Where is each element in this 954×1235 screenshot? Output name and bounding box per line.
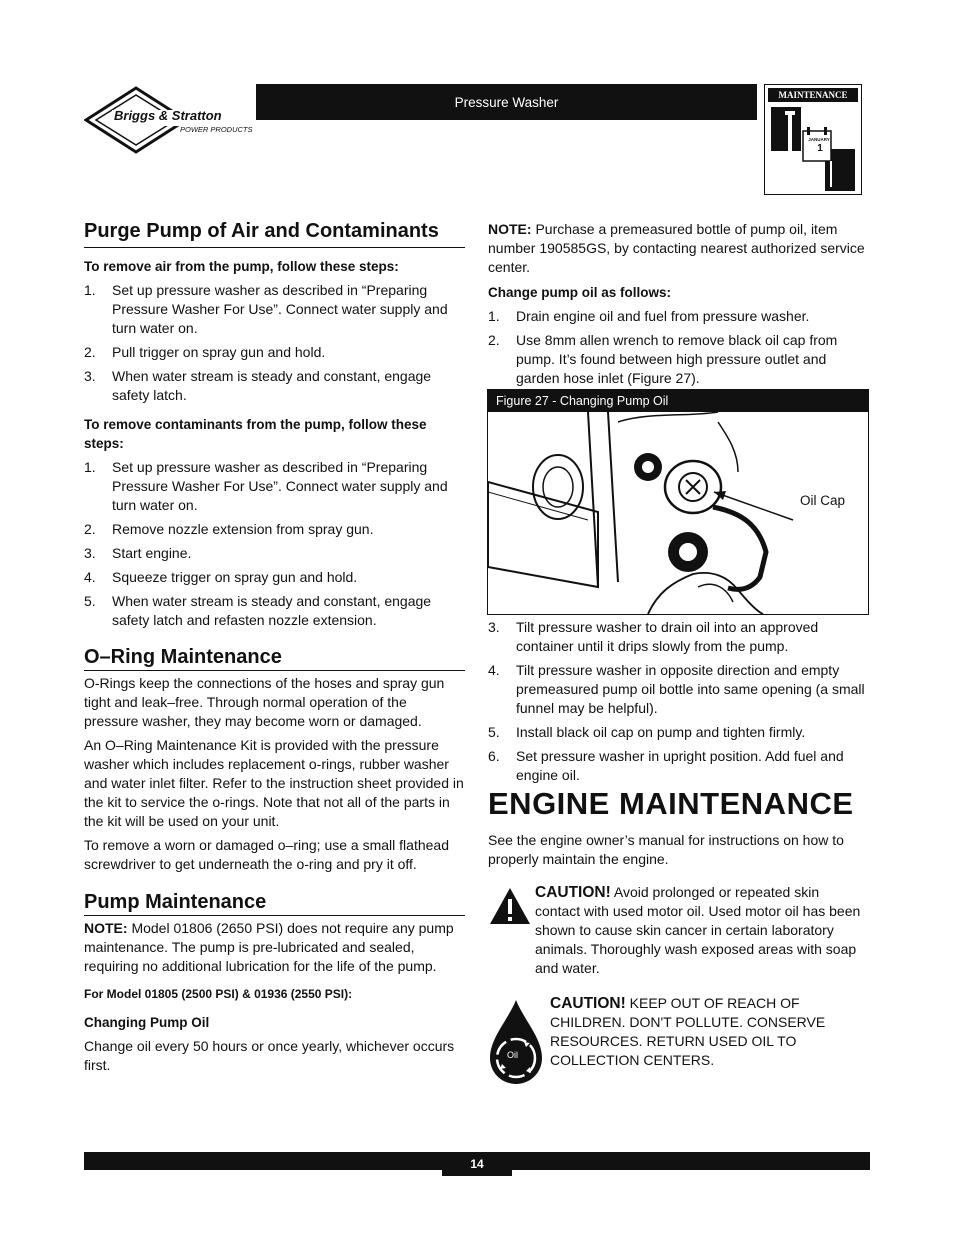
step-text: Install black oil cap on pump and tighten firmly. xyxy=(516,724,806,740)
engine-maintenance-heading: ENGINE MAINTENANCE xyxy=(488,786,854,821)
step-text: When water stream is steady and constant, engage safety latch. xyxy=(112,368,432,403)
right-column-bottom xyxy=(488,618,866,790)
caution-2-label: CAUTION! xyxy=(550,995,626,1012)
step-number: 3. xyxy=(84,545,96,561)
step-item xyxy=(84,458,465,515)
step-number: 5. xyxy=(488,724,500,740)
oil-recycle-icon xyxy=(488,998,544,1086)
pump-oil-illustration xyxy=(488,412,868,614)
brand-subtitle: POWER PRODUCTS xyxy=(180,125,253,134)
pump-note xyxy=(84,919,465,976)
step-text: Set pressure washer in upright position. Add fuel and engine oil. xyxy=(516,748,844,783)
engine-text-block xyxy=(488,831,866,874)
calendar-month: JANUARY xyxy=(808,137,830,142)
engine-text: See the engine owner’s manual for instructions on how to properly maintain the engine. xyxy=(488,832,844,867)
figure-27 xyxy=(487,389,869,615)
step-item xyxy=(488,331,866,388)
oring-paragraph-2: An O–Ring Maintenance Kit is provided with the pressure washer which includes replacement o-rings, rubber washer and water inlet filter. Refer to the instruction sheet provided in the kit to service the o-rings. Note that not all of the parts in the kit will be used on your unit. xyxy=(84,737,464,829)
figure-caption: Figure 27 - Changing Pump Oil xyxy=(488,390,868,412)
step-item xyxy=(84,367,465,405)
oring-heading-block xyxy=(84,646,465,671)
step-number: 6. xyxy=(488,748,500,764)
step-text: Set up pressure washer as described in “Preparing Pressure Washer For Use”. Connect water supply and turn water on. xyxy=(112,282,448,336)
change-oil-steps-a xyxy=(488,307,866,388)
right-column-top xyxy=(488,220,866,393)
warning-triangle-icon xyxy=(488,886,532,926)
step-number: 2. xyxy=(488,332,500,348)
header-title-bar xyxy=(256,84,757,120)
change-oil-heading: Change pump oil as follows: xyxy=(488,285,672,300)
step-item xyxy=(84,592,465,630)
step-item xyxy=(84,544,465,563)
caution-1 xyxy=(535,883,865,983)
step-text: Remove nozzle extension from spray gun. xyxy=(112,521,374,537)
step-item xyxy=(488,747,866,785)
step-item xyxy=(488,618,866,656)
step-text: Use 8mm allen wrench to remove black oil cap from pump. It’s found between high pressure outlet and garden hose inlet (Figure 27). xyxy=(516,332,838,386)
step-item xyxy=(84,343,465,362)
pump-heading: Pump Maintenance xyxy=(84,891,267,913)
brand-name: Briggs & Stratton xyxy=(114,108,222,123)
caution-1-label: CAUTION! xyxy=(535,884,611,901)
step-number: 1. xyxy=(488,308,500,324)
step-item xyxy=(488,661,866,718)
purge-air-steps xyxy=(84,281,465,405)
step-number: 2. xyxy=(84,521,96,537)
step-number: 1. xyxy=(84,282,96,298)
step-text: Start engine. xyxy=(112,545,192,561)
purge-heading-block xyxy=(84,220,465,248)
calendar-day: 1 xyxy=(817,143,823,154)
step-item xyxy=(84,281,465,338)
caution-1-text: Avoid prolonged or repeated skin contact with used motor oil. Used motor oil has been shown to cause skin cancer in certain laboratory animals. Thoroughly wash exposed areas with soap and water. xyxy=(535,884,861,976)
oring-paragraph-3: To remove a worn or damaged o–ring; use a small flathead screwdriver to get underneath the o-ring and pry it off. xyxy=(84,837,449,872)
right-note xyxy=(488,220,866,277)
purge-air-subheading: To remove air from the pump, follow these steps: xyxy=(84,259,399,274)
maintenance-badge-label: MAINTENANCE xyxy=(768,88,858,102)
pump-heading-block xyxy=(84,891,465,916)
page-number: 14 xyxy=(442,1152,512,1176)
right-note-label: NOTE: xyxy=(488,221,532,237)
step-item xyxy=(488,723,866,742)
change-oil-steps-b xyxy=(488,618,866,785)
step-number: 4. xyxy=(84,569,96,585)
maintenance-badge xyxy=(764,84,862,195)
purge-heading: Purge Pump of Air and Contaminants xyxy=(84,220,439,242)
purge-contaminants-subheading: To remove contaminants from the pump, follow these steps: xyxy=(84,417,427,451)
step-number: 4. xyxy=(488,662,500,678)
step-number: 1. xyxy=(84,459,96,475)
pump-note-label: NOTE: xyxy=(84,920,128,936)
changing-pump-oil-heading: Changing Pump Oil xyxy=(84,1015,210,1030)
purge-contaminants-steps xyxy=(84,458,465,630)
step-text: Set up pressure washer as described in “Preparing Pressure Washer For Use”. Connect water supply and turn water on. xyxy=(112,459,448,513)
brand-logo xyxy=(84,84,256,156)
caution-2-text: KEEP OUT OF REACH OF CHILDREN. DON'T POLLUTE. CONSERVE RESOURCES. RETURN USED OIL TO COLLECTION CENTERS. xyxy=(550,995,826,1068)
step-number: 2. xyxy=(84,344,96,360)
changing-pump-oil-text: Change oil every 50 hours or once yearly, whichever occurs first. xyxy=(84,1038,455,1073)
oil-icon-label: Oil xyxy=(507,1050,518,1060)
pump-models: For Model 01805 (2500 PSI) & 01936 (2550 PSI): xyxy=(84,987,353,1001)
step-text: Pull trigger on spray gun and hold. xyxy=(112,344,326,360)
step-text: When water stream is steady and constant, engage safety latch and refasten nozzle extension. xyxy=(112,593,432,628)
step-number: 3. xyxy=(84,368,96,384)
step-item xyxy=(488,307,866,326)
pump-note-text: Model 01806 (2650 PSI) does not require any pump maintenance. The pump is pre-lubricated and sealed, requiring no additional lubrication for the life of the pump. xyxy=(84,920,454,974)
step-text: Tilt pressure washer to drain oil into an approved container until it drips slowly from the pump. xyxy=(516,619,819,654)
header-title: Pressure Washer xyxy=(454,94,559,110)
oil-cap-callout: Oil Cap xyxy=(800,493,846,508)
step-item xyxy=(84,568,465,587)
step-number: 5. xyxy=(84,593,96,609)
caution-2 xyxy=(550,994,865,1075)
step-number: 3. xyxy=(488,619,500,635)
step-text: Squeeze trigger on spray gun and hold. xyxy=(112,569,358,585)
step-item xyxy=(84,520,465,539)
left-column xyxy=(84,220,465,1080)
oring-paragraph-1: O-Rings keep the connections of the hoses and spray gun tight and leak–free. Through normal operation of the pressure washer, they may become worn or damaged. xyxy=(84,675,445,729)
oring-heading: O–Ring Maintenance xyxy=(84,646,282,668)
step-text: Tilt pressure washer in opposite direction and empty premeasured pump oil bottle into same opening (a small funnel may be helpful). xyxy=(516,662,865,716)
step-text: Drain engine oil and fuel from pressure washer. xyxy=(516,308,810,324)
right-note-text: Purchase a premeasured bottle of pump oil, item number 190585GS, by contacting nearest authorized service center. xyxy=(488,221,865,275)
